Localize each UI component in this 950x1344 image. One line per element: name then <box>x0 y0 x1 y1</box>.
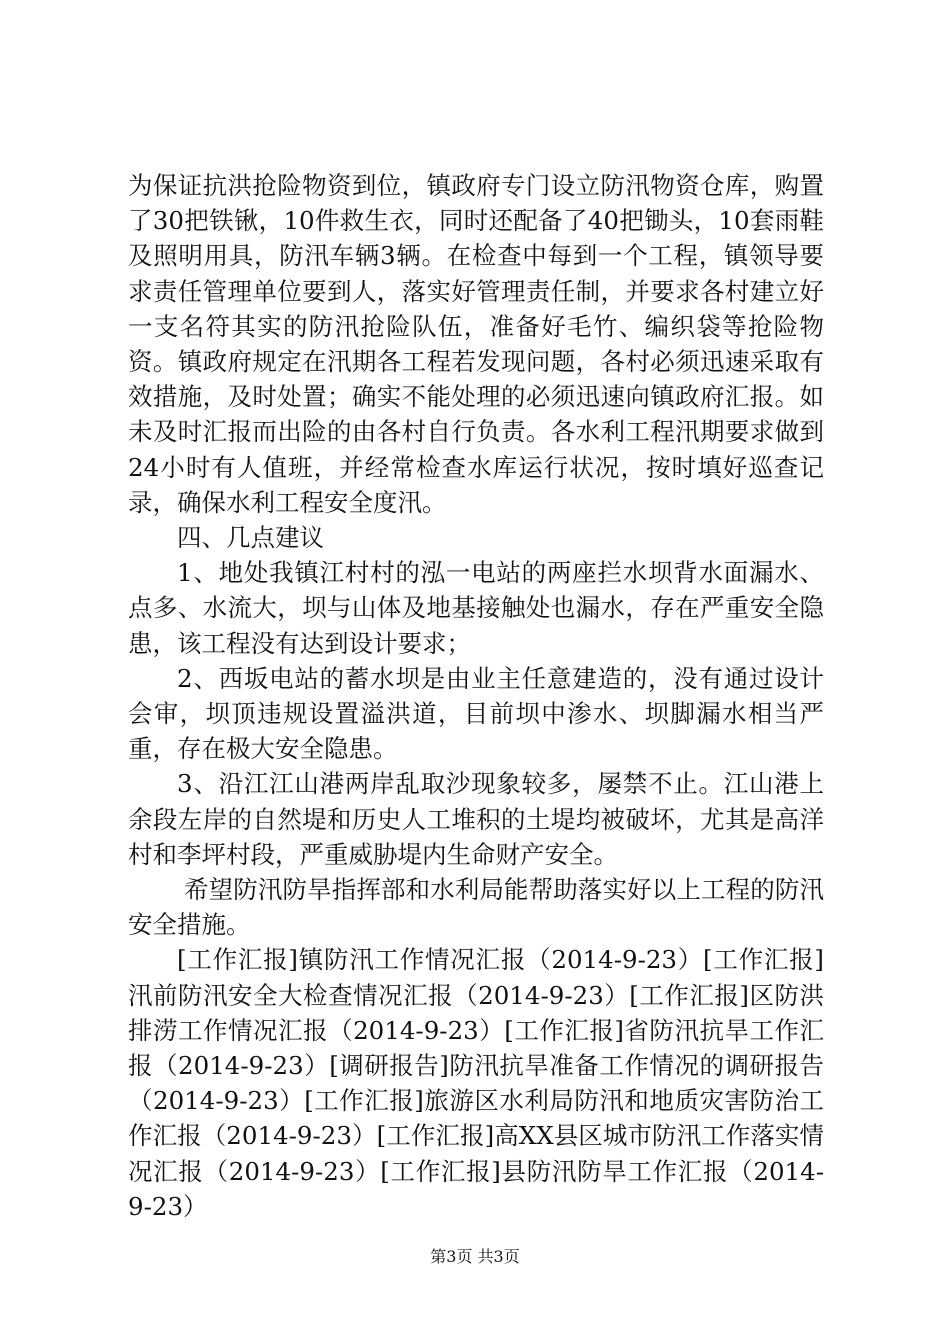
suggestion-item-1: 1、地处我镇江村村的泓一电站的两座拦水坝背水面漏水、点多、水流大，坝与山体及地基接触处也漏水，存在严重安全隐患，该工程没有达到设计要求； <box>128 558 824 658</box>
section-heading: 四、几点建议 <box>177 523 324 553</box>
suggestion-item-3: 3、沿江江山港两岸乱取沙现象较多，屡禁不止。江山港上余段左岸的自然堤和历史人工堆积的土堤均被破坏，尤其是高洋村和李坪村段，严重威胁堤内生命财产安全。 <box>128 769 824 869</box>
page-number-footer: 第3页 共3页 <box>430 1247 520 1266</box>
suggestion-item-2: 2、西坂电站的蓄水坝是由业主任意建造的，没有通过设计会审，坝顶违规设置溢洪道，目前坝中渗水、坝脚漏水相当严重，存在极大安全隐患。 <box>128 663 824 764</box>
document-body <box>128 168 824 1224</box>
related-links-paragraph: [工作汇报]镇防汛工作情况汇报（2014-9-23）[工作汇报]汛前防汛安全大检查情况汇报（2014-9-23）[工作汇报]区防洪排涝工作情况汇报（2014-9-23）[工作汇报]省防汛抗旱工作汇报（2014-9-23）[调研报告]防汛抗旱准备工作情况的调研报告（2014-9-23）[工作汇报]旅游区水利局防汛和地质灾害防治工作汇报（2014-9-23）[工作汇报]高XX县区城市防汛工作落实情况汇报（2014-9-23）[工作汇报]县防汛防旱工作汇报（2014-9-23） <box>128 945 824 1221</box>
closing-paragraph: 希望防汛防旱指挥部和水利局能帮助落实好以上工程的防汛安全措施。 <box>128 875 824 940</box>
body-paragraph: 为保证抗洪抢险物资到位，镇政府专门设立防汛物资仓库，购置了30把铁锹，10件救生衣，同时还配备了40把锄头，10套雨鞋及照明用具，防汛车辆3辆。在检查中每到一个工程，镇领导要求责任管理单位要到人，落实好管理责任制，并要求各村建立好一支名符其实的防汛抢险队伍，准备好毛竹、编织袋等抢险物资。镇政府规定在汛期各工程若发现问题，各村必须迅速采取有效措施，及时处置；确实不能处理的必须迅速向镇政府汇报。如未及时汇报而出险的由各村自行负责。各水利工程汛期要求做到24小时有人值班，并经常检查水库运行状况，按时填好巡查记录，确保水利工程安全度汛。 <box>128 171 824 517</box>
